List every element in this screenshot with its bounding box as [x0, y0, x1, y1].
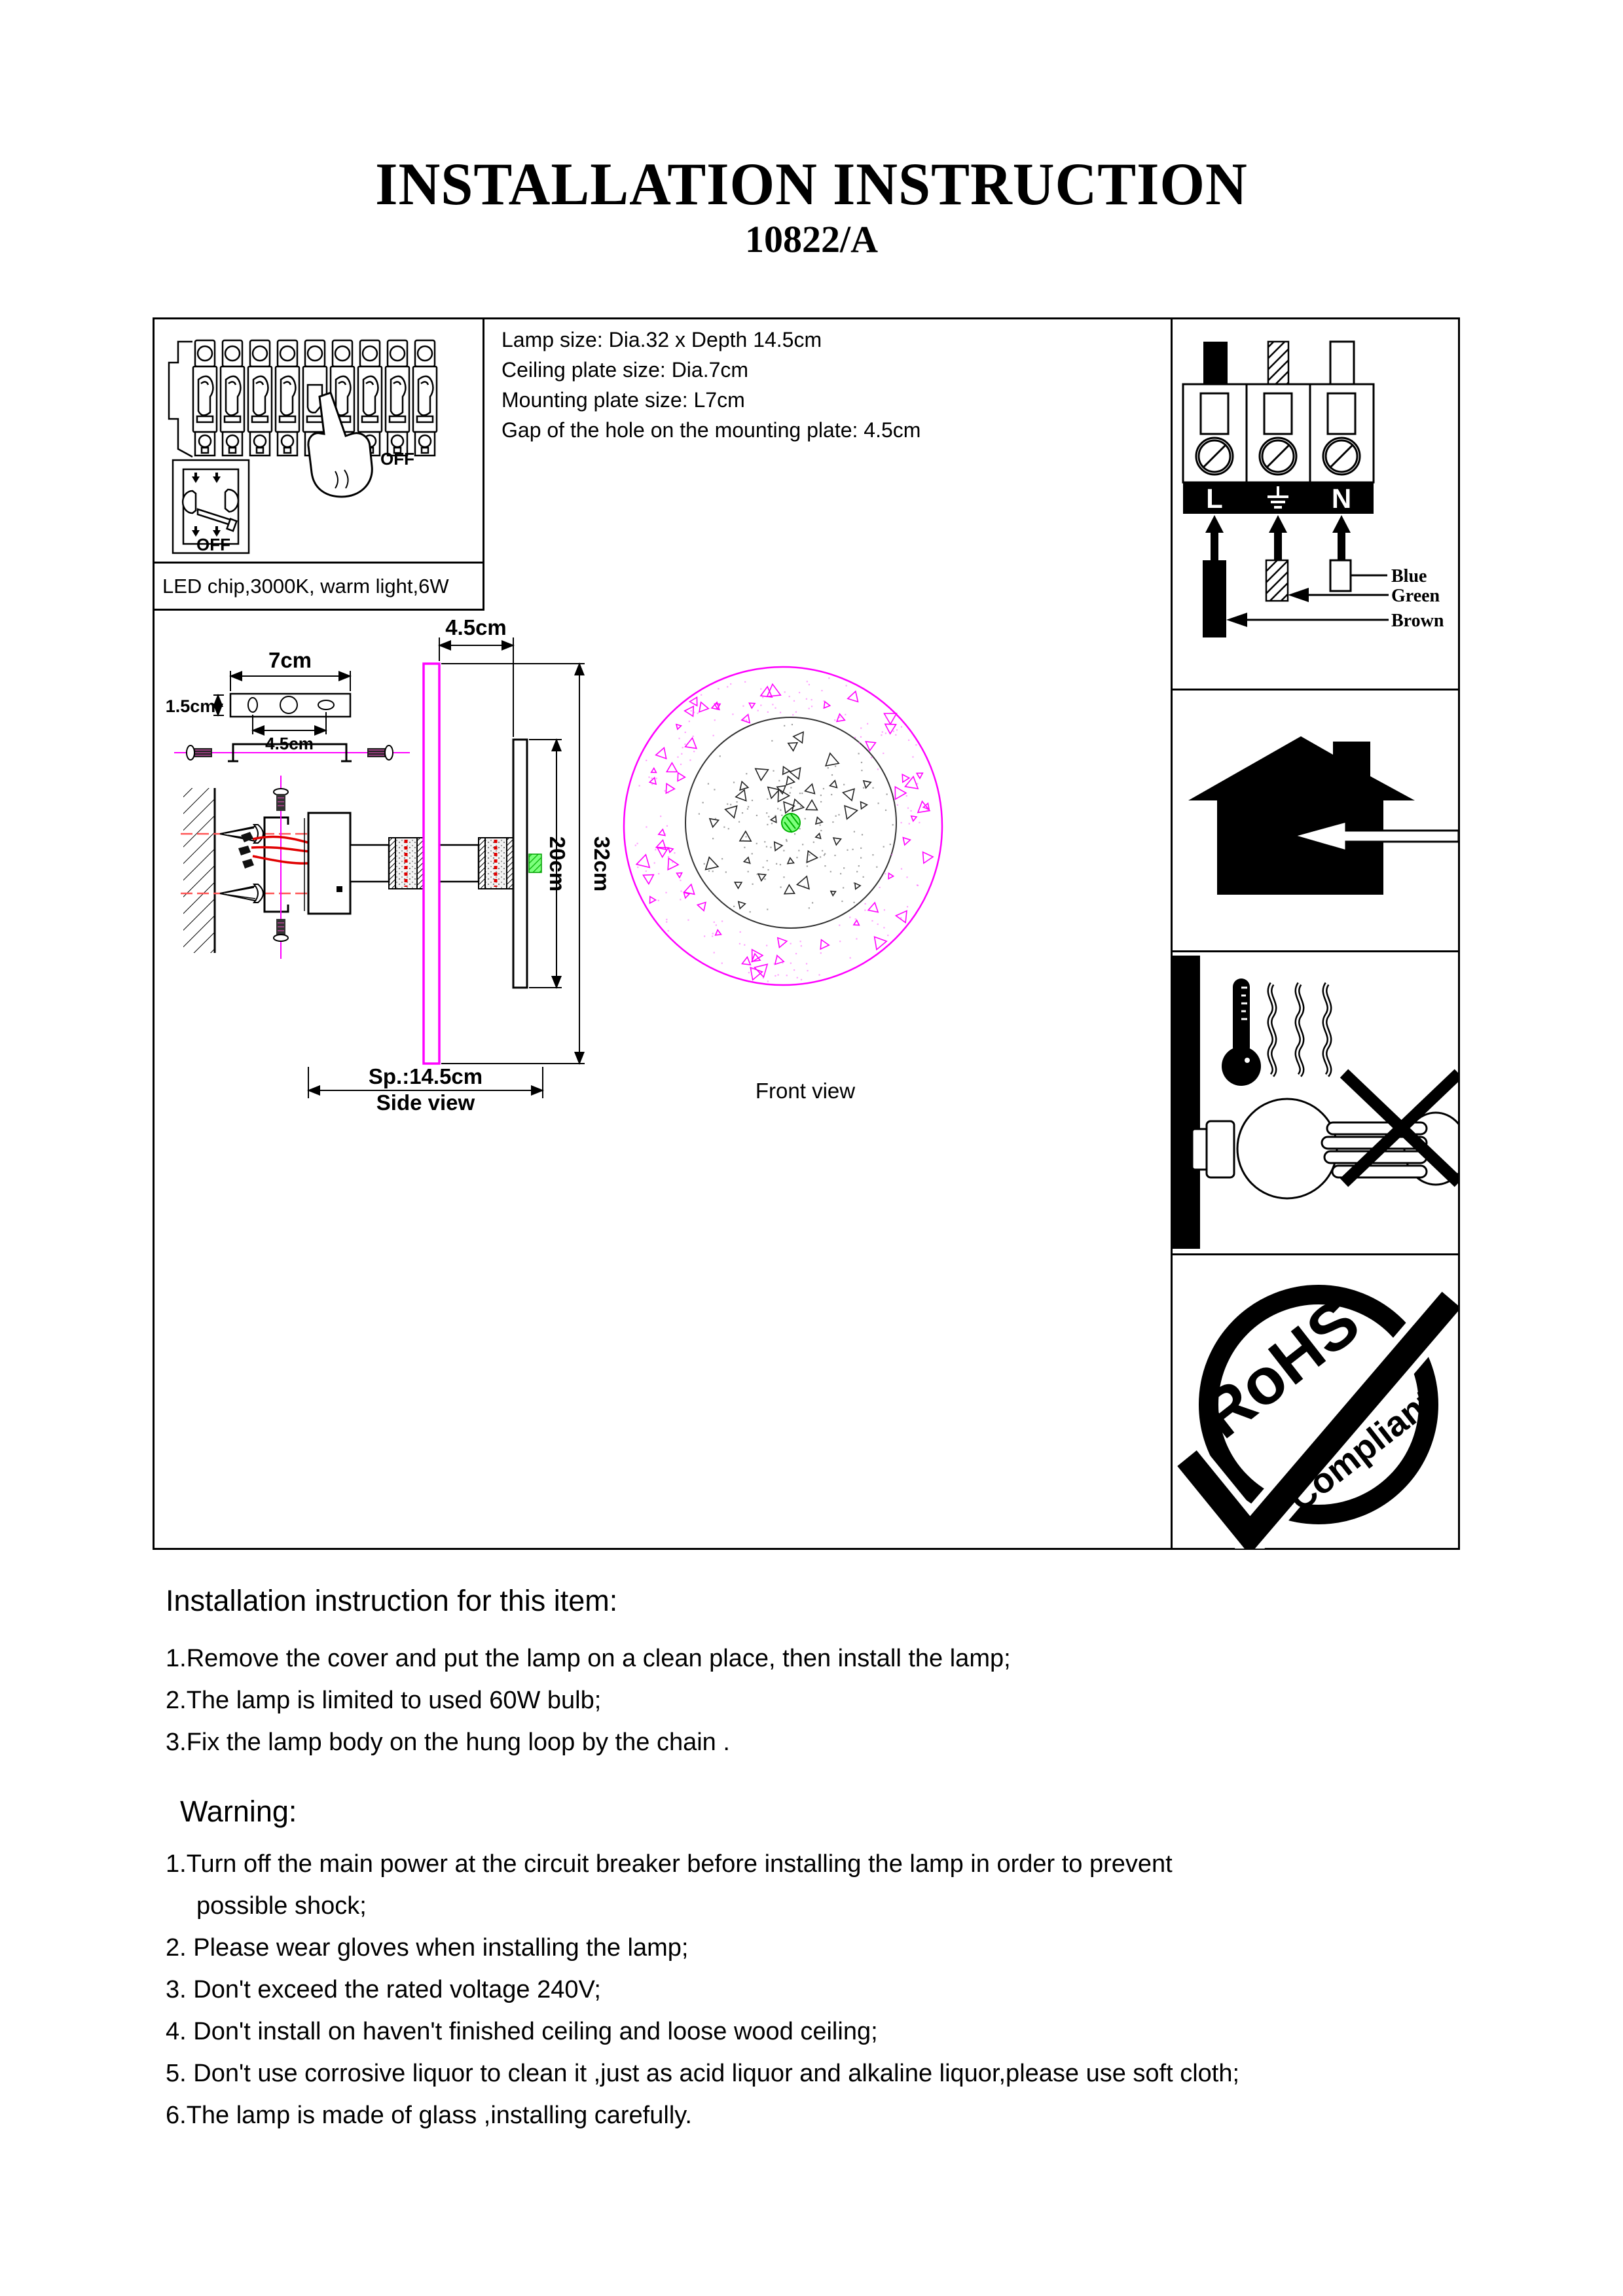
bulb-icon	[1192, 1099, 1337, 1198]
rohs-cell	[1171, 1253, 1458, 1550]
compliant-text: Compliant	[1281, 1381, 1442, 1519]
green-label: Green	[1391, 586, 1440, 606]
house-body	[1217, 798, 1383, 895]
indoor-use-icon	[1173, 691, 1458, 949]
screw-icon	[220, 825, 263, 843]
warning-item-continued: possible shock;	[196, 1892, 367, 1920]
spec-line: Ceiling plate size: Dia.7cm	[501, 358, 749, 382]
green-block	[529, 854, 541, 872]
bracket-screw-icon	[187, 745, 212, 760]
thermometer-icon	[1222, 978, 1261, 1086]
green-arrowhead	[1288, 588, 1309, 602]
spec-line: Gap of the hole on the mounting plate: 4.5cm	[501, 418, 921, 442]
green-wire-top	[1268, 342, 1288, 385]
brown-wire-top	[1203, 342, 1228, 385]
side-view-label: Side view	[376, 1090, 475, 1115]
breaker-panel-figure	[155, 319, 484, 564]
warning-item: 2. Please wear gloves when installing the lamp;	[166, 1934, 689, 1962]
wiring-diagram-cell	[1171, 319, 1458, 689]
front-view-drawing	[609, 648, 976, 1113]
side-view-drawing	[155, 609, 617, 1172]
rohs-logo	[1173, 1255, 1458, 1549]
off-label-switch: OFF	[196, 535, 230, 554]
indoor-use-cell	[1171, 689, 1458, 950]
brown-wire	[1203, 560, 1226, 637]
instruction-item: 2.The lamp is limited to used 60W bulb;	[166, 1687, 602, 1714]
shaft-segment	[350, 845, 389, 882]
hot-warning-cell	[1171, 950, 1458, 1253]
breaker-panel-icon	[155, 319, 483, 560]
led-spec-label: LED chip,3000K, warm light,6W	[162, 574, 449, 598]
instructions-heading: Installation instruction for this item:	[166, 1584, 618, 1617]
warning-item: 3. Don't exceed the rated voltage 240V;	[166, 1976, 601, 2003]
warning-item: 5. Don't use corrosive liquor to clean it ,just as acid liquor and alkaline liquor,please use soft cloth;	[166, 2060, 1240, 2087]
warning-heading: Warning:	[180, 1795, 297, 1828]
outer-height-dim: 32cm	[590, 836, 614, 892]
screw-icon	[220, 884, 263, 903]
canopy-screws	[274, 776, 288, 959]
panel-edge	[169, 342, 192, 457]
wiring-diagram	[1173, 319, 1458, 687]
hot-surface-icon	[1173, 952, 1458, 1252]
front-view-label: Front view	[755, 1079, 856, 1103]
instructions-section	[166, 1584, 1449, 1763]
terminal-block	[1183, 384, 1374, 482]
wall-section	[183, 788, 215, 953]
plate-width-dim: 7cm	[268, 648, 312, 672]
blue-wire	[1330, 560, 1351, 591]
size-specs	[501, 325, 1163, 445]
instruction-item: 1.Remove the cover and put the lamp on a clean place, then install the lamp;	[166, 1645, 1011, 1672]
terminal-l-label: L	[1206, 483, 1223, 514]
plate-height-dim: 1.5cm	[165, 696, 216, 716]
mounting-plate	[230, 694, 350, 717]
back-plate	[513, 740, 527, 988]
up-arrows	[1205, 515, 1351, 560]
page-title: INSTALLATION INSTRUCTION	[375, 151, 1248, 217]
diagram-box	[153, 317, 1460, 1550]
brown-arrowhead	[1226, 613, 1247, 627]
connector-dot	[337, 886, 342, 892]
instruction-item: 3.Fix the lamp body on the hung loop by the chain .	[166, 1729, 730, 1756]
brown-label: Brown	[1391, 611, 1444, 631]
shaft-segment	[439, 845, 479, 882]
warning-section	[166, 1795, 1534, 2136]
glass-panel	[424, 664, 439, 1064]
green-wire	[1266, 560, 1288, 601]
inner-height-dim: 20cm	[545, 836, 570, 892]
bracket-screw-icon	[367, 745, 393, 760]
terminal-n-label: N	[1331, 483, 1352, 514]
spec-line: Mounting plate size: L7cm	[501, 388, 745, 412]
canopy-body	[308, 813, 350, 914]
canopy-bracket	[264, 817, 288, 912]
model-number: 10822/A	[745, 218, 878, 260]
spec-line: Lamp size: Dia.32 x Depth 14.5cm	[501, 328, 822, 351]
crystal-cylinder	[479, 838, 513, 889]
warning-item: 4. Don't install on haven't finished ceiling and loose wood ceiling;	[166, 2018, 878, 2045]
crystal-cylinder	[389, 838, 424, 889]
led-spec-box	[155, 564, 484, 611]
heat-waves-icon	[1270, 984, 1330, 1075]
depth-dim: Sp.:14.5cm	[368, 1064, 483, 1088]
off-label-panel: OFF	[380, 449, 414, 469]
left-black-bar	[1173, 956, 1200, 1249]
warning-item: 6.The lamp is made of glass ,installing carefully.	[166, 2102, 692, 2129]
blue-wire-top	[1330, 342, 1354, 385]
house-roof	[1188, 736, 1415, 800]
plate-holes-gap-dim: 4.5cm	[265, 734, 314, 753]
gap-dim: 4.5cm	[445, 615, 507, 639]
rohs-text: RoHS	[1187, 1285, 1373, 1453]
blue-label: Blue	[1391, 566, 1427, 586]
warning-item: 1.Turn off the main power at the circuit breaker before installing the lamp in order to prevent	[166, 1850, 1173, 1878]
